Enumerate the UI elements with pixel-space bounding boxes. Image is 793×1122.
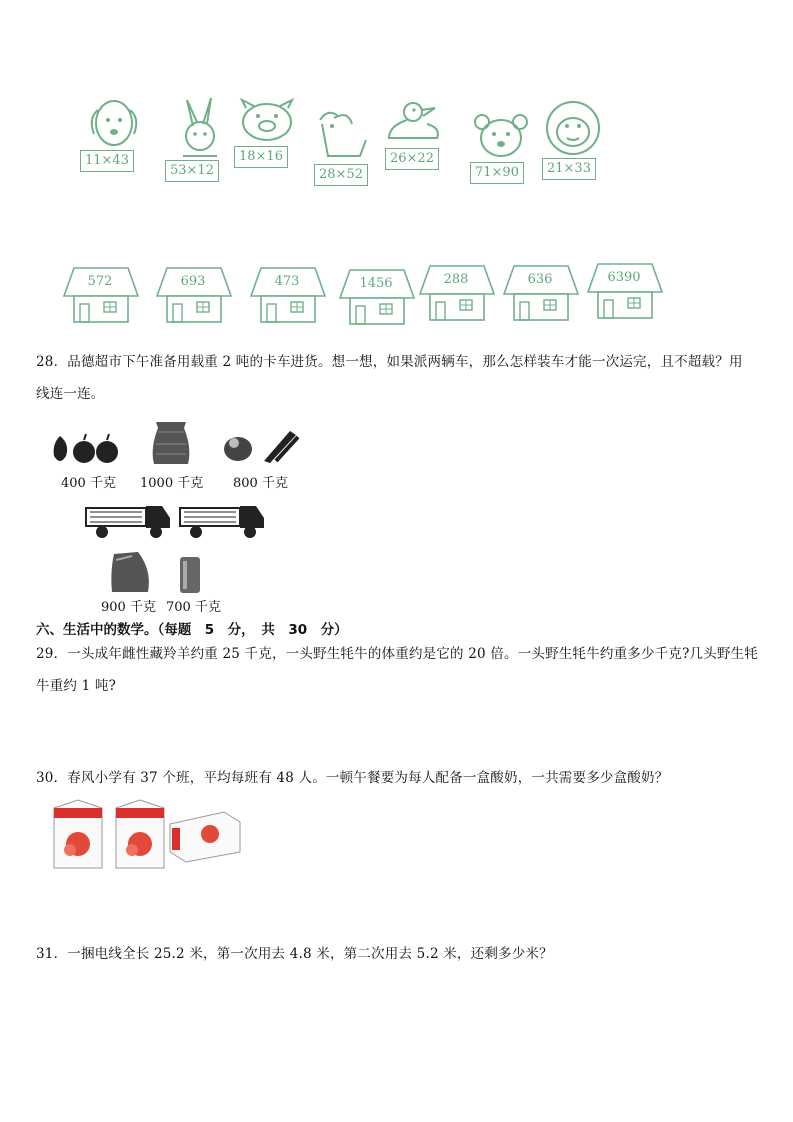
- house-number: 288: [443, 272, 469, 287]
- canister-icon: [178, 555, 202, 599]
- goods-weight-label: 900 千克: [101, 600, 156, 615]
- goods-weight-label: 700 千克: [166, 600, 221, 615]
- question-28-line2: 线连一连。: [36, 386, 105, 402]
- animal-duck: [383, 100, 449, 172]
- house: [153, 266, 233, 326]
- house: [500, 264, 580, 324]
- question-31: 31．一捆电线全长 25.2 米，第一次用去 4.8 米，第二次用去 5.2 米，还剩多少米？: [36, 946, 553, 962]
- animal-dog: [78, 98, 148, 174]
- section-six-heading: 六、生活中的数学。（每题 5 分， 共 30 分）: [36, 622, 348, 638]
- rice-sack-icon: [148, 418, 194, 470]
- fruit-icon: [48, 430, 120, 470]
- question-29-line2: 牛重约 1 吨?: [36, 678, 117, 694]
- duck-icon: [383, 100, 449, 146]
- dog-icon: [78, 98, 148, 148]
- house-number: 6390: [607, 270, 641, 285]
- house-number: 693: [180, 274, 206, 289]
- animal-expression: 71×90: [470, 162, 524, 184]
- question-29-line1: 29．一头成年雌性藏羚羊约重 25 千克，一头野生牦牛的体重约是它的 20 倍。一头野生牦牛约重多少千克?几头野生牦: [36, 646, 759, 662]
- animal-bear: [468, 112, 534, 186]
- house: [584, 262, 664, 322]
- pig-icon: [234, 98, 300, 144]
- house-number: 1456: [359, 276, 393, 291]
- goods-weight-label: 800 千克: [233, 476, 288, 491]
- animal-expression: 53×12: [165, 160, 219, 182]
- bear-icon: [468, 112, 534, 160]
- monkey-icon: [538, 100, 608, 158]
- animal-expression: 28×52: [314, 164, 368, 186]
- house: [60, 266, 140, 326]
- animal-goat: [308, 106, 378, 190]
- truck-icon: [84, 500, 174, 544]
- house: [416, 264, 496, 324]
- animal-expression: 26×22: [385, 148, 439, 170]
- question-28-line1: 28．品德超市下午准备用载重 2 吨的卡车进货。想一想，如果派两辆车，那么怎样装车才能一次运完，且不超载？用: [36, 354, 743, 370]
- animal-rabbit: [165, 96, 235, 182]
- truck-icon: [178, 500, 268, 544]
- question-30: 30．春风小学有 37 个班，平均每班有 48 人。一顿午餐要为每人配备一盒酸奶，一共需要多少盒酸奶？: [36, 770, 669, 786]
- goat-icon: [308, 106, 378, 166]
- animal-expression: 11×43: [80, 150, 134, 172]
- house: [247, 266, 327, 326]
- animal-pig: [234, 98, 300, 170]
- goods-weight-label: 400 千克: [61, 476, 116, 491]
- house: [336, 268, 416, 328]
- animal-expression: 21×33: [542, 158, 596, 180]
- rabbit-icon: [165, 96, 235, 158]
- animal-expression: 18×16: [234, 146, 288, 168]
- animal-monkey: [538, 100, 608, 184]
- goods-weight-label: 1000 千克: [140, 476, 204, 491]
- yogurt-cartons-image: [48, 798, 244, 876]
- house-number: 572: [87, 274, 113, 289]
- vegetables-icon: [220, 425, 302, 469]
- house-number: 636: [527, 272, 553, 287]
- flour-sack-icon: [108, 550, 154, 598]
- house-number: 473: [274, 274, 300, 289]
